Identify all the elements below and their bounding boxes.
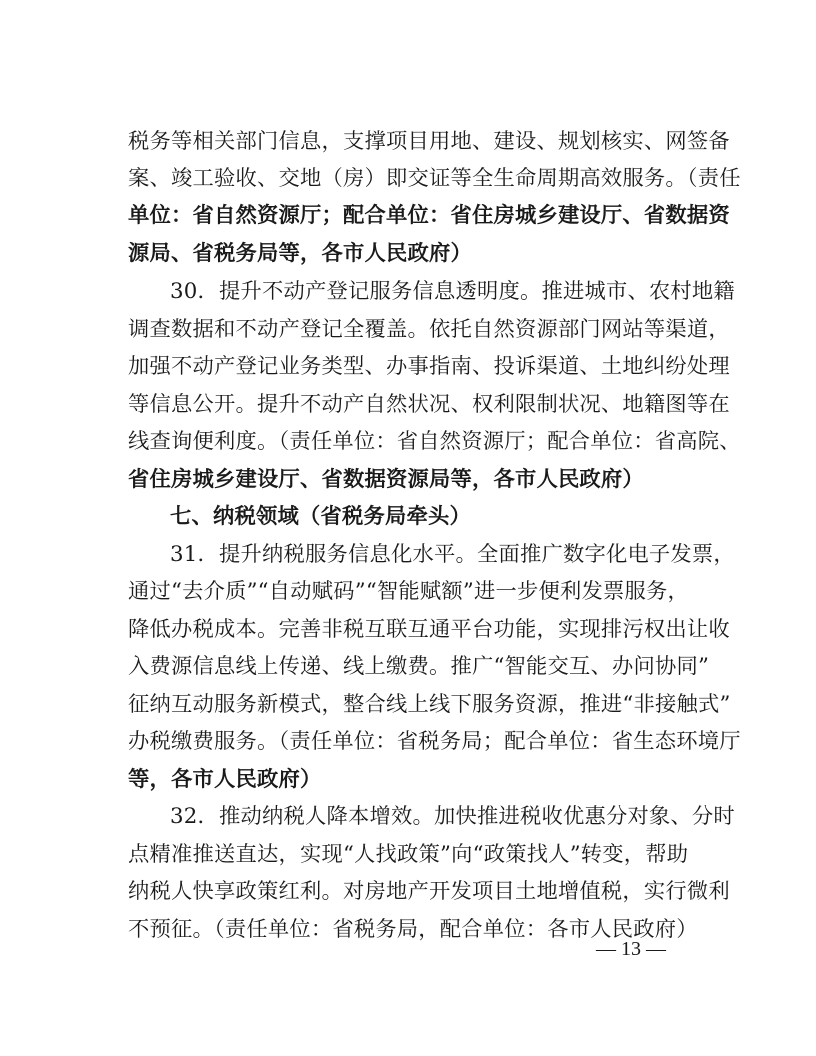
text-line: 32．推动纳税人降本增效。加快推进税收优惠分对象、分时 — [170, 804, 735, 829]
text-line: 入费源信息线上传递、线上缴费。推广“智能交互、办问协同” — [128, 654, 710, 679]
text-line: 单位：省自然资源厅；配合单位：省住房城乡建设厅、省数据资 — [128, 203, 730, 228]
text-line: 省住房城乡建设厅、省数据资源局等，各市人民政府） — [128, 467, 644, 492]
text-line: 30．提升不动产登记服务信息透明度。推进城市、农村地籍 — [170, 279, 735, 304]
text-line: 调查数据和不动产登记全覆盖。依托自然资源部门网站等渠道， — [128, 317, 730, 342]
page-number: — 13 — — [596, 938, 666, 960]
text-line: 纳税人快享政策红利。对房地产开发项目土地增值税，实行微利 — [128, 879, 730, 904]
text-line: 不预征。（责任单位：省税务局，配合单位：各市人民政府） — [128, 917, 698, 942]
text-line: 源局、省税务局等，各市人民政府） — [128, 241, 472, 266]
text-line: 办税缴费服务。（责任单位：省税务局；配合单位：省生态环境厅 — [128, 729, 741, 754]
text-line: 点精准推送直达，实现“人找政策”向“政策找人”转变，帮助 — [128, 842, 689, 867]
section-heading: 七、纳税领域（省税务局牵头） — [170, 504, 471, 529]
text-line: 案、竣工验收、交地（房）即交证等全生命周期高效服务。（责任 — [128, 166, 741, 191]
text-line: 线查询便利度。（责任单位：省自然资源厅；配合单位：省高院、 — [128, 429, 741, 454]
text-line: 税务等相关部门信息，支撑项目用地、建设、规划核实、网签备 — [128, 129, 730, 154]
text-line: 等，各市人民政府） — [128, 767, 322, 792]
text-line: 加强不动产登记业务类型、办事指南、投诉渠道、土地纠纷处理 — [128, 354, 730, 379]
text-line: 等信息公开。提升不动产自然状况、权利限制状况、地籍图等在 — [128, 392, 730, 417]
text-line: 通过“去介质”“自动赋码”“智能赋额”进一步便利发票服务， — [128, 579, 689, 604]
text-line: 31．提升纳税服务信息化水平。全面推广数字化电子发票， — [170, 542, 735, 567]
text-line: 降低办税成本。完善非税互联互通平台功能，实现排污权出让收 — [128, 617, 730, 642]
text-line: 征纳互动服务新模式，整合线上线下服务资源，推进“非接触式” — [128, 692, 731, 717]
